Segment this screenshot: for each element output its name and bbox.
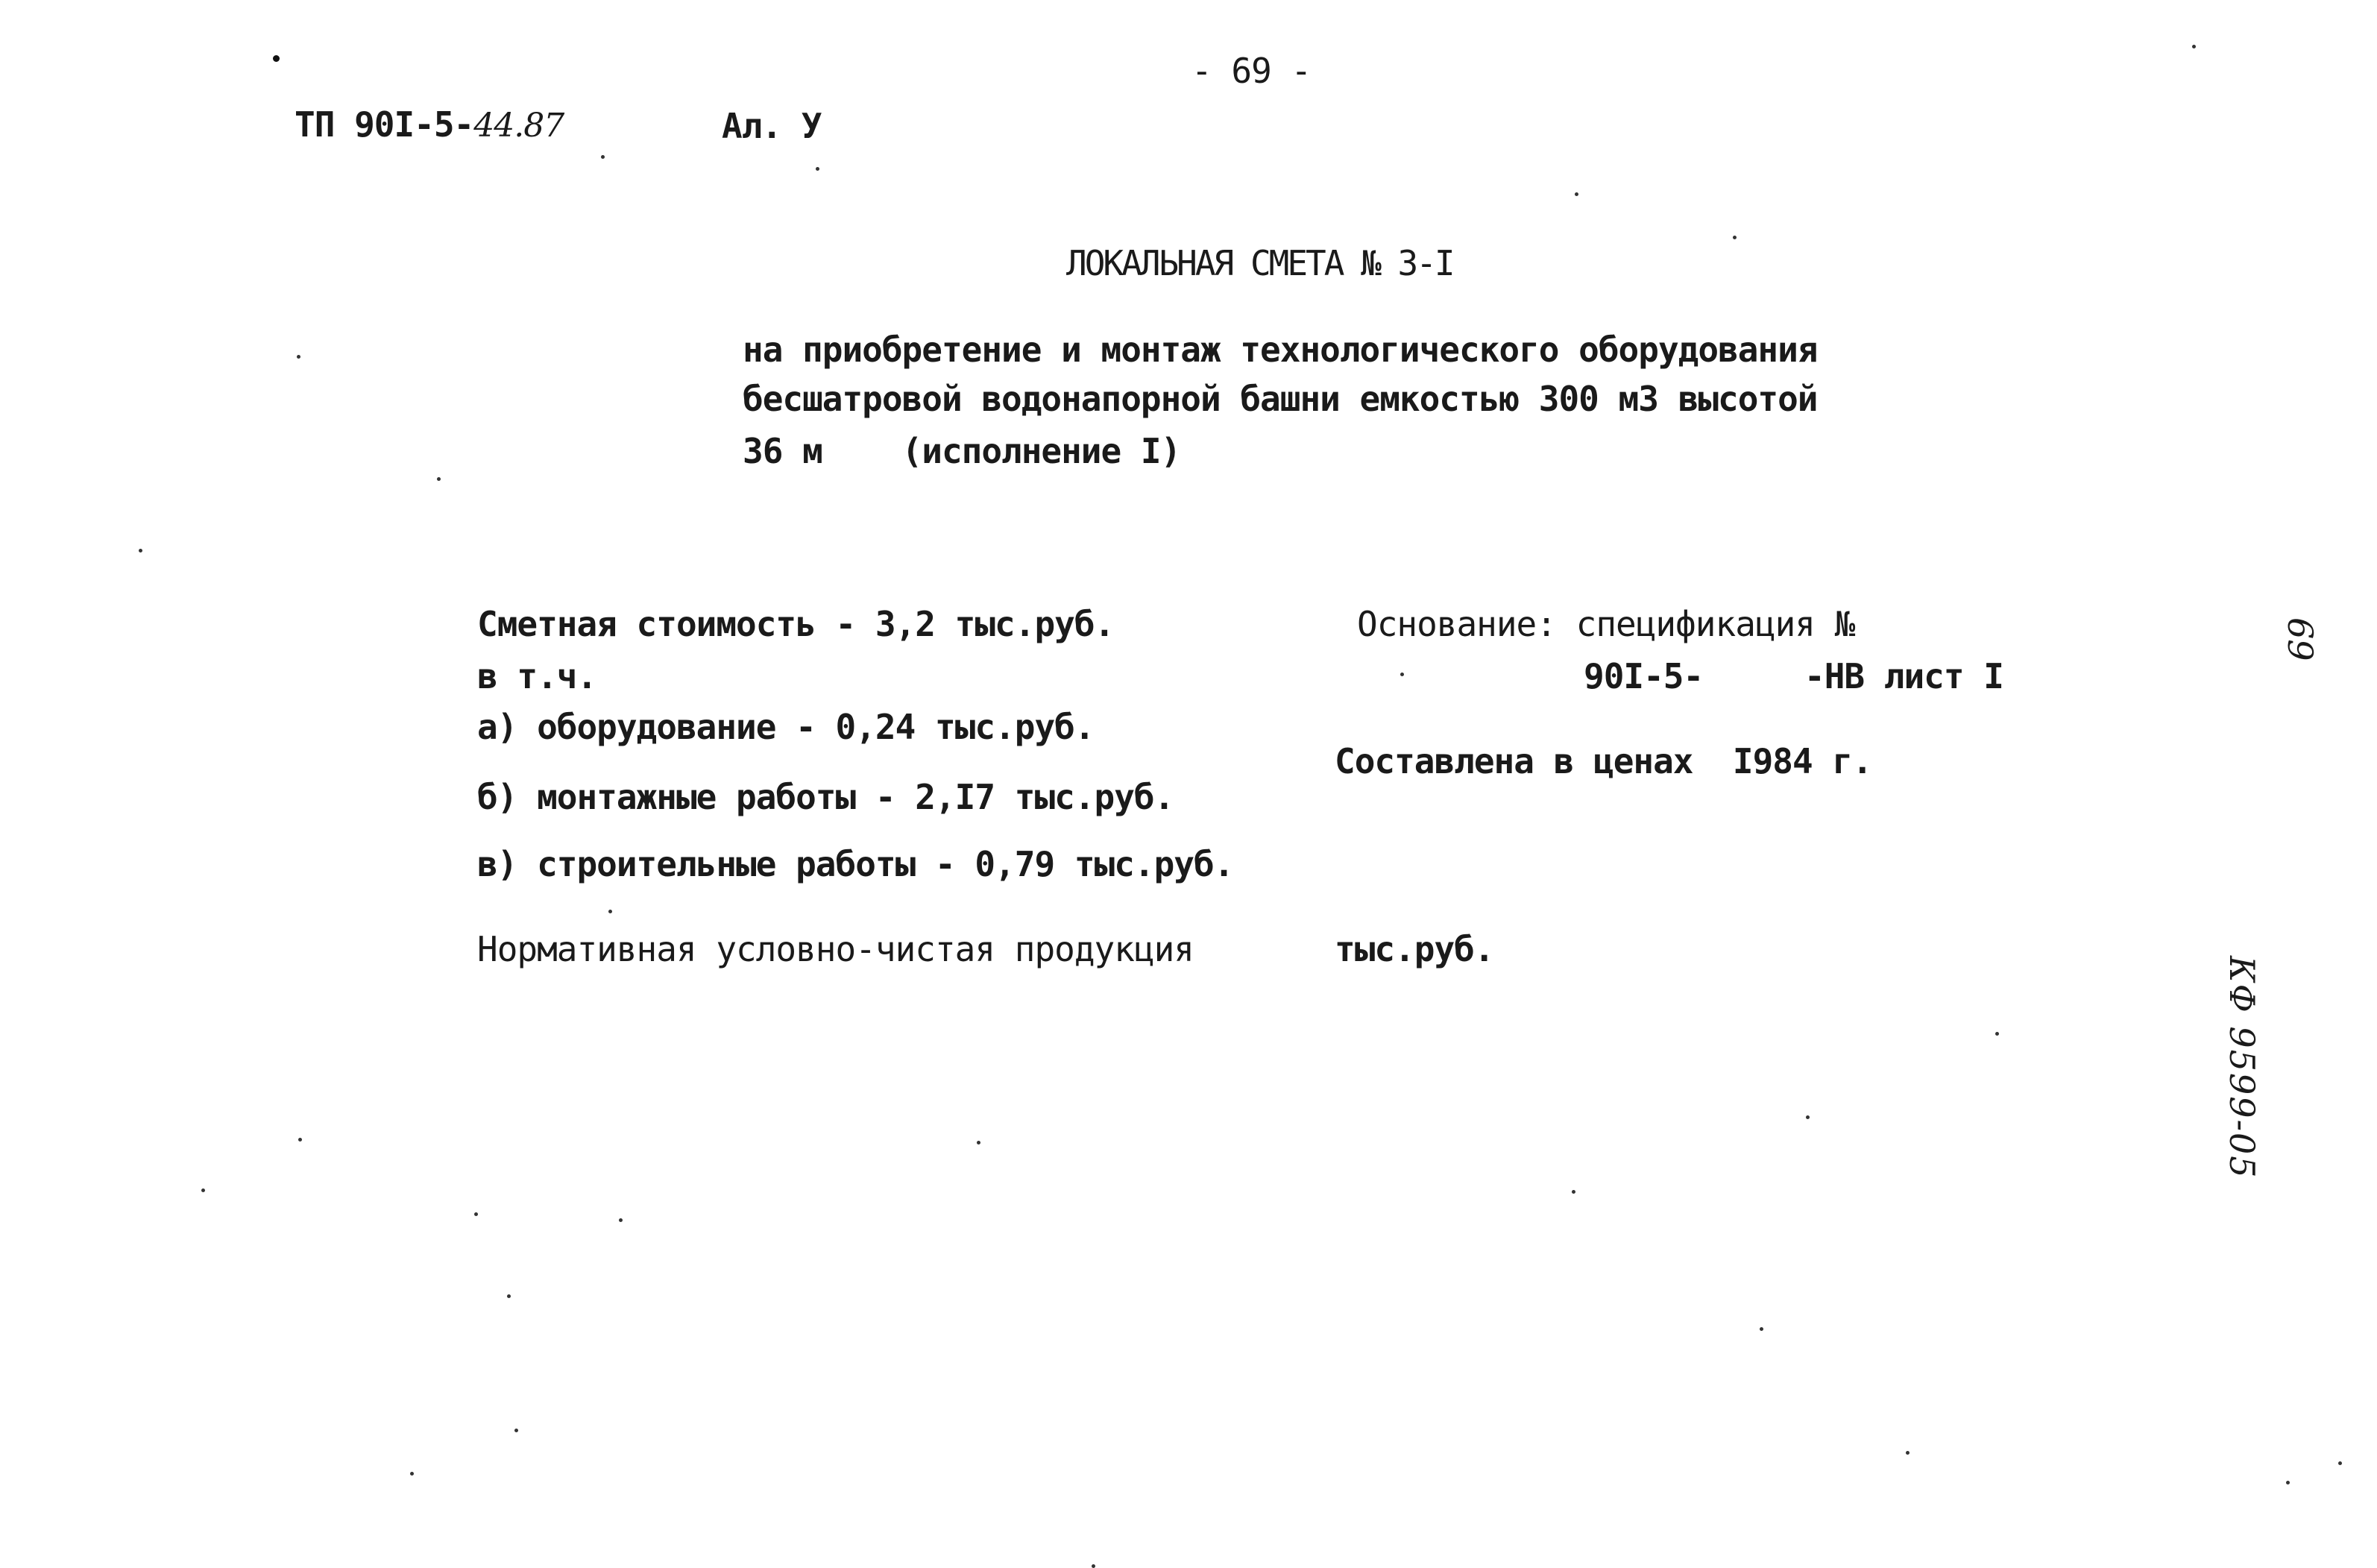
cost-including: в т.ч. bbox=[477, 656, 597, 696]
scan-speck bbox=[297, 355, 300, 359]
scan-speck bbox=[2286, 1481, 2290, 1484]
scan-speck bbox=[410, 1472, 414, 1476]
cost-installation: б) монтажные работы - 2,I7 тыс.руб. bbox=[477, 777, 1174, 817]
doc-code bbox=[295, 104, 564, 145]
scan-speck bbox=[1733, 236, 1737, 239]
scan-speck bbox=[474, 1212, 478, 1216]
prices-year: Составлена в ценах I984 г. bbox=[1335, 741, 1872, 781]
scan-speck bbox=[1806, 1115, 1810, 1119]
scan-speck bbox=[1572, 1190, 1575, 1194]
scan-speck bbox=[514, 1429, 518, 1432]
scan-speck bbox=[437, 477, 441, 481]
scan-speck bbox=[1760, 1327, 1763, 1331]
scan-speck bbox=[1400, 673, 1404, 676]
scan-speck bbox=[608, 910, 612, 913]
document-title: ЛОКАЛЬНАЯ СМЕТА № 3-I bbox=[1066, 243, 1453, 283]
scan-speck bbox=[1575, 192, 1578, 196]
scan-speck bbox=[1906, 1451, 1910, 1455]
basis-sheet: -НВ лист I bbox=[1804, 656, 2003, 696]
margin-page-number: 69 bbox=[2280, 617, 2320, 661]
scan-speck bbox=[619, 1218, 623, 1222]
scan-speck bbox=[273, 55, 280, 62]
basis-label: Основание: спецификация № bbox=[1357, 604, 1855, 644]
cost-construction: в) строительные работы - 0,79 тыс.руб. bbox=[477, 844, 1234, 884]
basis-spec-code: 90I-5- bbox=[1584, 656, 1704, 696]
scan-speck bbox=[1995, 1032, 1999, 1036]
album-label: Ал. У bbox=[722, 106, 822, 146]
scan-speck bbox=[601, 155, 605, 159]
scan-speck bbox=[977, 1141, 980, 1144]
normative-label: Нормативная условно-чистая продукция bbox=[477, 929, 1194, 969]
cost-equipment: а) оборудование - 0,24 тыс.руб. bbox=[477, 707, 1095, 747]
doc-code-handwritten: 44.87 bbox=[473, 107, 564, 145]
scan-speck bbox=[201, 1188, 205, 1192]
subtitle-line-1: на приобретение и монтаж технологического оборудования bbox=[743, 330, 1818, 370]
scan-speck bbox=[2192, 45, 2196, 48]
normative-unit: тыс.руб. bbox=[1335, 929, 1494, 969]
subtitle-line-2: бесшатровой водонапорной башни емкостью 300 м3 высотой bbox=[743, 379, 1818, 419]
cost-total: Сметная стоимость - 3,2 тыс.руб. bbox=[477, 604, 1115, 644]
subtitle-line-3 bbox=[743, 431, 1181, 471]
margin-stamp-code: КФ 9599-05 bbox=[2222, 956, 2262, 1180]
subtitle-line-3-text: 36 м (исполнение I) bbox=[743, 431, 1181, 471]
scan-speck bbox=[1092, 1564, 1095, 1568]
scan-speck bbox=[298, 1138, 302, 1142]
scan-speck bbox=[507, 1294, 511, 1298]
scan-speck bbox=[139, 549, 142, 552]
doc-code-prefix: ТП 90I-5- bbox=[295, 104, 474, 145]
page-number: - 69 - bbox=[1191, 51, 1312, 91]
scan-speck bbox=[2338, 1461, 2342, 1465]
scan-speck bbox=[816, 167, 819, 171]
